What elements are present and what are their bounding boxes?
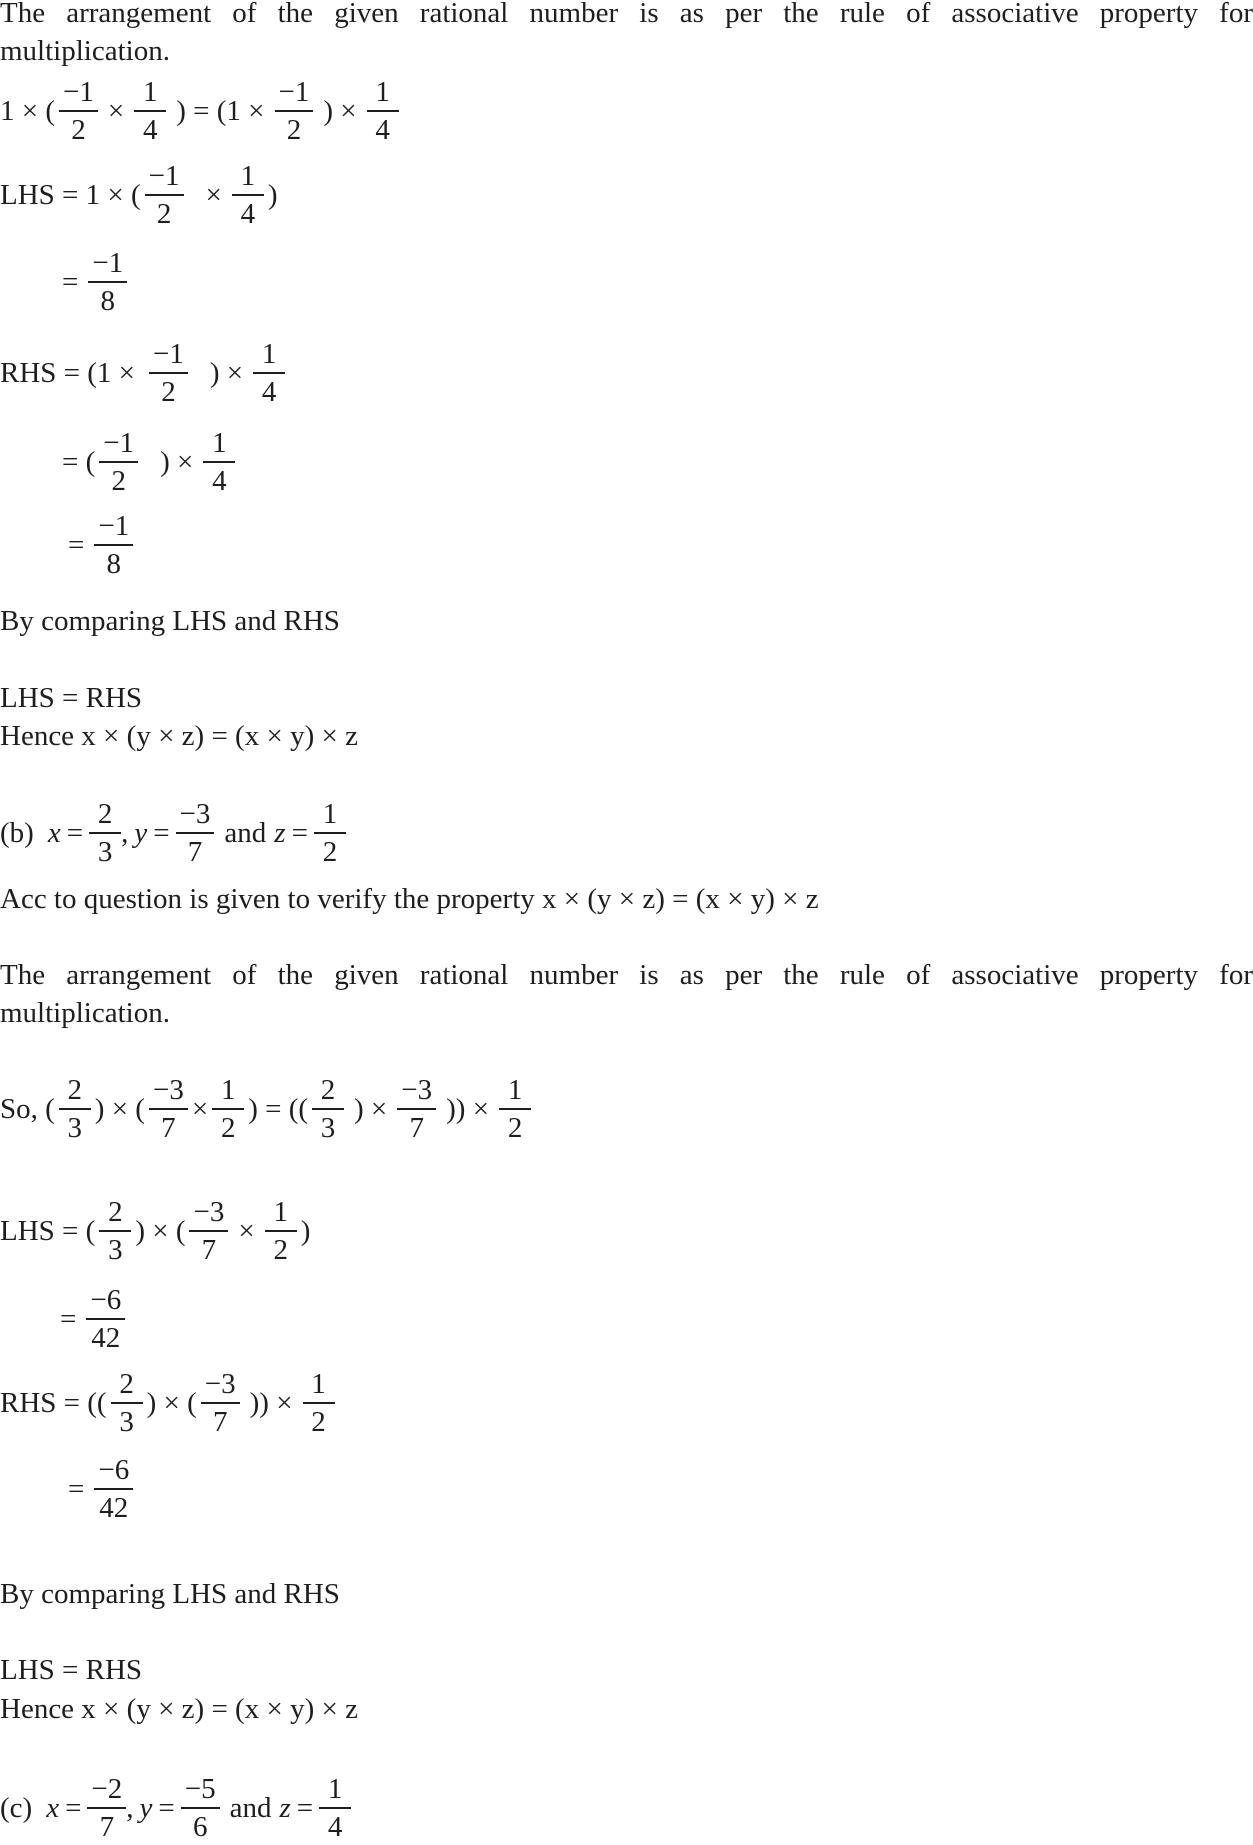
numerator: −2 bbox=[87, 1775, 126, 1809]
numerator: 2 bbox=[99, 1198, 131, 1232]
question-text-b: Acc to question is given to verify the property x × (y × z) = (x × y) × z bbox=[0, 883, 819, 915]
denominator: 7 bbox=[99, 1811, 115, 1843]
variable-x: x bbox=[47, 817, 61, 849]
fraction bbox=[253, 340, 285, 407]
fraction bbox=[499, 1076, 531, 1143]
expr-text: 1 × ( bbox=[0, 95, 56, 127]
operator: ) × bbox=[160, 446, 194, 478]
operator: × bbox=[238, 1215, 255, 1247]
rhs-result-a bbox=[62, 512, 137, 579]
numerator: −1 bbox=[149, 340, 188, 374]
operator: × bbox=[205, 179, 222, 211]
intro-paragraph-a bbox=[0, 0, 1253, 70]
and-text: and bbox=[229, 1792, 272, 1824]
fraction bbox=[176, 800, 215, 867]
denominator: 2 bbox=[286, 114, 302, 146]
denominator: 2 bbox=[273, 1234, 288, 1266]
numerator: 1 bbox=[212, 1076, 244, 1110]
fraction bbox=[314, 800, 346, 867]
fraction bbox=[111, 1370, 143, 1437]
associative-equation-a bbox=[0, 78, 403, 145]
operator: ) = (1 × bbox=[176, 95, 265, 127]
operator: × bbox=[191, 1093, 209, 1125]
numerator: −1 bbox=[88, 249, 127, 283]
denominator: 7 bbox=[187, 836, 203, 868]
expr-text: ) bbox=[300, 1215, 311, 1247]
equals-sign: = bbox=[68, 1473, 85, 1505]
denominator: 4 bbox=[212, 465, 227, 497]
numerator: 1 bbox=[253, 340, 285, 374]
intro-line-1: The arrangement of the given rational number is as per the rule of associative property for bbox=[0, 959, 1253, 991]
and-text: and bbox=[224, 817, 267, 849]
rhs-expression-a bbox=[0, 340, 289, 407]
associative-equation-b bbox=[0, 1076, 535, 1143]
denominator: 2 bbox=[507, 1112, 523, 1144]
lhs-expression-a bbox=[0, 162, 278, 229]
numerator: 1 bbox=[265, 1198, 297, 1232]
denominator: 8 bbox=[100, 285, 116, 317]
expr-text: So, ( bbox=[0, 1093, 55, 1125]
lhs-expression-b bbox=[0, 1198, 310, 1265]
fraction bbox=[94, 512, 133, 579]
part-label: (b) bbox=[0, 817, 34, 849]
numerator: −3 bbox=[397, 1076, 436, 1110]
operator: ) × bbox=[323, 95, 357, 127]
operator: ) × ( bbox=[146, 1387, 197, 1419]
fraction bbox=[99, 429, 138, 496]
numerator: 1 bbox=[134, 78, 166, 112]
equals-sign: = bbox=[60, 1303, 77, 1335]
intro-paragraph-b bbox=[0, 956, 1253, 1032]
fraction bbox=[367, 78, 399, 145]
rhs-expression-b bbox=[0, 1370, 339, 1437]
equals-sign: = bbox=[153, 817, 170, 849]
denominator: 3 bbox=[67, 1112, 83, 1144]
fraction bbox=[87, 1775, 126, 1842]
denominator: 4 bbox=[375, 114, 390, 146]
numerator: −1 bbox=[145, 162, 184, 196]
fraction bbox=[201, 1370, 240, 1437]
numerator: −3 bbox=[149, 1076, 188, 1110]
denominator: 7 bbox=[161, 1112, 176, 1144]
fraction bbox=[59, 78, 98, 145]
denominator: 2 bbox=[161, 376, 176, 408]
lhs-result-a bbox=[56, 249, 131, 316]
fraction bbox=[89, 800, 121, 867]
equals-sign: = bbox=[291, 817, 308, 849]
fraction bbox=[265, 1198, 297, 1265]
operator: × bbox=[107, 95, 125, 127]
fraction bbox=[312, 1076, 344, 1143]
fraction bbox=[275, 78, 314, 145]
numerator: 1 bbox=[232, 162, 264, 196]
numerator: −6 bbox=[94, 1456, 133, 1490]
denominator: 3 bbox=[320, 1112, 336, 1144]
denominator: 2 bbox=[311, 1406, 326, 1438]
denominator: 4 bbox=[240, 198, 256, 230]
denominator: 2 bbox=[156, 198, 172, 230]
part-label: (c) bbox=[0, 1792, 33, 1824]
denominator: 3 bbox=[97, 836, 113, 868]
expr-text: = ( bbox=[62, 446, 96, 478]
lhs-label: LHS = 1 × ( bbox=[0, 179, 141, 211]
part-b-given bbox=[0, 800, 346, 867]
equals-sign: = bbox=[62, 266, 79, 298]
operator: ) × ( bbox=[135, 1215, 186, 1247]
rhs-label: RHS = (( bbox=[0, 1387, 107, 1419]
numerator: 1 bbox=[319, 1775, 351, 1809]
lhs-result-b bbox=[54, 1286, 129, 1353]
numerator: 1 bbox=[367, 78, 399, 112]
numerator: −1 bbox=[99, 429, 138, 463]
comma: , bbox=[126, 1792, 134, 1824]
denominator: 2 bbox=[322, 836, 338, 868]
numerator: −1 bbox=[94, 512, 133, 546]
denominator: 3 bbox=[108, 1234, 123, 1266]
numerator: −5 bbox=[181, 1775, 220, 1809]
part-c-given bbox=[0, 1775, 351, 1842]
denominator: 3 bbox=[119, 1406, 134, 1438]
lhs-label: LHS = ( bbox=[0, 1215, 96, 1247]
numerator: 2 bbox=[89, 800, 121, 834]
numerator: −1 bbox=[59, 78, 98, 112]
comparing-text-b: By comparing LHS and RHS bbox=[0, 1578, 340, 1610]
numerator: −3 bbox=[201, 1370, 240, 1404]
numerator: 2 bbox=[312, 1076, 344, 1110]
denominator: 7 bbox=[409, 1112, 424, 1144]
hence-text-b: Hence x × (y × z) = (x × y) × z bbox=[0, 1693, 358, 1725]
equals-sign: = bbox=[65, 1792, 82, 1824]
fraction bbox=[145, 162, 184, 229]
denominator: 2 bbox=[71, 114, 86, 146]
fraction bbox=[88, 249, 127, 316]
equality-text-a: LHS = RHS bbox=[0, 682, 143, 714]
variable-z: z bbox=[279, 1792, 291, 1824]
fraction bbox=[319, 1775, 351, 1842]
fraction bbox=[232, 162, 264, 229]
operator: ) × ( bbox=[94, 1093, 145, 1125]
denominator: 6 bbox=[192, 1811, 208, 1843]
fraction bbox=[203, 429, 235, 496]
comma: , bbox=[121, 817, 129, 849]
comparing-text-a: By comparing LHS and RHS bbox=[0, 605, 340, 637]
fraction bbox=[189, 1198, 228, 1265]
fraction bbox=[86, 1286, 125, 1353]
fraction bbox=[99, 1198, 131, 1265]
denominator: 42 bbox=[91, 1322, 121, 1354]
equals-sign: = bbox=[68, 529, 85, 561]
intro-line-1: The arrangement of the given rational number is as per the rule of associative property for bbox=[0, 0, 1253, 29]
equality-text-b: LHS = RHS bbox=[0, 1654, 143, 1686]
denominator: 7 bbox=[201, 1234, 217, 1266]
intro-line-2: multiplication. bbox=[0, 35, 170, 67]
numerator: 1 bbox=[499, 1076, 531, 1110]
operator: ) = (( bbox=[248, 1093, 309, 1125]
denominator: 4 bbox=[142, 114, 158, 146]
fraction bbox=[149, 340, 188, 407]
fraction bbox=[94, 1456, 133, 1523]
equals-sign: = bbox=[296, 1792, 314, 1824]
numerator: −6 bbox=[86, 1286, 125, 1320]
denominator: 2 bbox=[220, 1112, 236, 1144]
denominator: 7 bbox=[212, 1406, 228, 1438]
numerator: −3 bbox=[176, 800, 215, 834]
denominator: 42 bbox=[99, 1492, 129, 1524]
variable-z: z bbox=[274, 817, 286, 849]
variable-x: x bbox=[46, 1792, 60, 1824]
variable-y: y bbox=[139, 1792, 153, 1824]
numerator: −1 bbox=[275, 78, 314, 112]
fraction bbox=[59, 1076, 91, 1143]
expr-text: ) bbox=[267, 179, 278, 211]
fraction bbox=[134, 78, 166, 145]
rhs-result-b bbox=[62, 1456, 137, 1523]
fraction bbox=[303, 1370, 335, 1437]
fraction bbox=[212, 1076, 244, 1143]
fraction bbox=[181, 1775, 220, 1842]
operator: ) × bbox=[209, 357, 244, 389]
hence-text-a: Hence x × (y × z) = (x × y) × z bbox=[0, 720, 358, 752]
operator: )) × bbox=[249, 1387, 293, 1419]
denominator: 4 bbox=[327, 1811, 343, 1843]
denominator: 4 bbox=[261, 376, 277, 408]
denominator: 8 bbox=[106, 548, 122, 580]
equals-sign: = bbox=[66, 817, 84, 849]
rhs-step2-a bbox=[62, 429, 239, 496]
intro-line-2: multiplication. bbox=[0, 997, 170, 1029]
numerator: 1 bbox=[314, 800, 346, 834]
operator: ) × bbox=[354, 1093, 388, 1125]
equals-sign: = bbox=[158, 1792, 175, 1824]
rhs-label: RHS = (1 × bbox=[0, 357, 136, 389]
numerator: 2 bbox=[111, 1370, 143, 1404]
fraction bbox=[397, 1076, 436, 1143]
numerator: 1 bbox=[303, 1370, 335, 1404]
numerator: 2 bbox=[59, 1076, 91, 1110]
denominator: 2 bbox=[111, 465, 126, 497]
operator: )) × bbox=[446, 1093, 490, 1125]
numerator: 1 bbox=[203, 429, 235, 463]
fraction bbox=[149, 1076, 188, 1143]
numerator: −3 bbox=[189, 1198, 228, 1232]
variable-y: y bbox=[134, 817, 148, 849]
